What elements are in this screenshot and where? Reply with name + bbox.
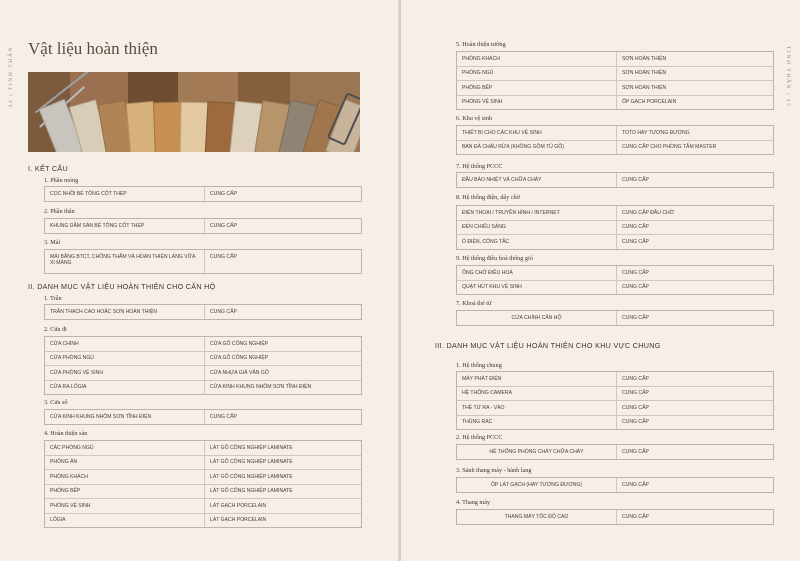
table-cell: THIẾT BỊ CHO CÁC KHU VỆ SINH (457, 126, 617, 140)
table-cell: HỆ THỐNG CAMERA (457, 387, 617, 401)
table-cell: THANG MÁY TỐC ĐỘ CAO (457, 510, 617, 524)
table-cell: LÁT GỖ CÔNG NGHIỆP LAMINATE (210, 488, 293, 494)
table-row (45, 305, 361, 319)
table-cell: SƠN HOÀN THIỆN (622, 84, 667, 91)
table-row (457, 372, 773, 386)
table-row (45, 469, 361, 484)
roof-table (44, 249, 362, 274)
table-cell: CUNG CẤP (622, 404, 649, 411)
table-cell: QUẠT HÚT KHU VỆ SINH (457, 281, 617, 295)
table-cell: CỬA KÍNH KHUNG NHÔM SƠN TĨNH ĐIỆN (45, 410, 205, 424)
common-systems-table (456, 371, 774, 430)
structure-table (44, 218, 362, 234)
fire-protection-table (456, 172, 774, 188)
table-cell: CUNG CẤP (210, 222, 237, 229)
section-2-group-1-title: 1. Trần (44, 295, 62, 302)
section-3-title: III. DANH MỤC VẬT LIỆU HOÀN THIỆN CHO KHU VỰC CHUNG (435, 341, 661, 350)
table-cell: BÀN ĐÁ CHẬU RỬA (KHÔNG GỒM TỦ GỖ) (457, 141, 617, 155)
table-cell: CUNG CẤP (622, 481, 649, 488)
table-cell: CỬA GỖ CÔNG NGHIỆP (210, 340, 269, 347)
section-3-group-2-title: 2. Hệ thống PCCC (456, 434, 503, 441)
table-cell: CUNG CẤP (210, 413, 237, 420)
table-cell: PHÒNG KHÁCH (457, 52, 617, 66)
left-page (0, 0, 399, 561)
table-cell: CUNG CẤP (622, 224, 649, 230)
table-row (457, 280, 773, 295)
group-5-title: 5. Hoàn thiện tường (456, 41, 506, 48)
table-row (457, 206, 773, 220)
table-cell: ỐP LÁT GẠCH (HAY TƯƠNG ĐƯƠNG) (457, 478, 617, 492)
table-cell: HỆ THỐNG PHÒNG CHÁY CHỮA CHÁY (457, 445, 617, 459)
ceiling-table (44, 304, 362, 320)
table-cell: LÁT GỖ CÔNG NGHIỆP LAMINATE (210, 444, 293, 451)
table-cell: CUNG CẤP (622, 375, 649, 382)
table-row (457, 445, 773, 459)
table-cell: ĐẦU BÁO NHIỆT VÀ CHỮA CHÁY (457, 173, 617, 187)
table-cell: CUNG CẤP (622, 448, 649, 455)
bathroom-table (456, 125, 774, 155)
windows-table (44, 409, 362, 425)
group-8-title: 8. Hệ thống điện, dây chờ (456, 194, 520, 201)
table-cell: CUNG CẤP (622, 238, 649, 245)
table-row (45, 455, 361, 470)
table-row (457, 234, 773, 249)
table-cell: CỬA NHỰA GIẢ VÂN GỖ (210, 369, 269, 376)
table-row (457, 95, 773, 110)
table-cell: ĐÈN CHIẾU SÁNG (457, 221, 617, 235)
table-cell: LÁT GỖ CÔNG NGHIỆP LAMINATE (210, 473, 293, 480)
table-row (457, 52, 773, 66)
table-cell: CUNG CẤP ĐẦU CHỜ (622, 209, 675, 216)
table-cell: CUNG CẤP (622, 284, 649, 290)
table-cell: THÙNG RÁC (457, 416, 617, 430)
table-cell: MÁY PHÁT ĐIỆN (457, 372, 617, 386)
table-cell: THẺ TỪ RA - VÀO (457, 401, 617, 415)
section-1-group-2-title: 2. Phần thân (44, 208, 75, 215)
left-page-margin-label: 44 | TINH THẦN (8, 46, 14, 108)
table-cell: CỬA GỖ CÔNG NGHIỆP (210, 355, 269, 361)
table-row (457, 510, 773, 524)
table-cell: CÁC PHÒNG NGỦ (45, 441, 205, 455)
section-1-group-1-title: 1. Phần móng (44, 177, 79, 184)
table-row (45, 380, 361, 395)
group-10-title: 7. Khoá thẻ từ (456, 300, 492, 307)
table-cell: SƠN HOÀN THIỆN (622, 70, 667, 76)
table-row (457, 80, 773, 95)
floor-finish-table (44, 440, 362, 528)
section-3-group-3-title: 3. Sảnh thang máy - hành lang (456, 467, 532, 474)
table-row (457, 311, 773, 325)
section-2-group-4-title: 4. Hoàn thiện sàn (44, 430, 88, 437)
table-cell: PHÒNG ĂN (45, 456, 205, 470)
table-row (45, 351, 361, 366)
table-row (45, 365, 361, 380)
doors-table (44, 336, 362, 395)
group-6-title: 6. Khu vệ sinh (456, 115, 493, 122)
table-cell: CUNG CẤP (622, 176, 649, 183)
table-row (457, 66, 773, 81)
section-3-group-4-title: 4. Thang máy (456, 499, 491, 506)
table-cell: CUNG CẤP (622, 513, 649, 520)
group-9-title: 9. Hệ thống điều hoà thông gió (456, 255, 533, 262)
hvac-table (456, 265, 774, 295)
table-cell: SƠN HOÀN THIỆN (622, 55, 667, 62)
table-row (457, 173, 773, 187)
table-cell: CUNG CẤP CHO PHÒNG TẮM MASTER (622, 144, 717, 150)
table-row (457, 266, 773, 280)
table-cell: ỐP GẠCH PORCELAIN (622, 99, 677, 105)
table-row (457, 220, 773, 235)
table-row (45, 441, 361, 455)
common-fire-table (456, 444, 774, 460)
table-cell: CỬA PHÒNG VỆ SINH (45, 366, 205, 380)
table-cell: KHUNG DẦM SÀN BÊ TÔNG CỐT THÉP (45, 219, 205, 233)
table-row (457, 400, 773, 415)
table-cell: CUNG CẤP (622, 269, 649, 276)
right-page (401, 0, 800, 561)
table-row (457, 386, 773, 401)
section-1-group-3-title: 3. Mái (44, 239, 61, 246)
section-2-group-2-title: 2. Cửa đi (44, 326, 67, 333)
table-row (45, 187, 361, 201)
table-cell: CỬA KÍNH KHUNG NHÔM SƠN TĨNH ĐIỆN (210, 384, 312, 390)
table-cell: PHÒNG VỆ SINH (457, 96, 617, 110)
table-row (45, 498, 361, 513)
table-cell: Ổ ĐIỆN, CÔNG TẮC (457, 235, 617, 249)
table-cell: PHÒNG BẾP (45, 485, 205, 499)
table-cell: PHÒNG NGỦ (457, 67, 617, 81)
lobby-table (456, 477, 774, 493)
table-cell: CUNG CẤP (210, 253, 237, 260)
table-cell: MÁI BẰNG BTCT, CHỐNG THẤM VÀ HOÀN THIỆN LÁNG VỮA XI MĂNG (45, 250, 205, 273)
section-2-group-3-title: 3. Cửa sổ (44, 399, 68, 406)
group-7-title: 7. Hệ thống PCCC (456, 163, 503, 170)
keycard-table (456, 310, 774, 326)
right-page-margin-label: TINH THẦN | 45 (785, 46, 791, 108)
table-cell: CỬA RA LÔGIA (45, 381, 205, 395)
table-cell: TRẦN THẠCH CAO HOẶC SƠN HOÀN THIỆN (45, 305, 205, 319)
table-cell: LÁT GẠCH PORCELAIN (210, 517, 267, 523)
table-cell: LÔGIA (45, 514, 205, 528)
table-cell: PHÒNG VỆ SINH (45, 499, 205, 513)
page-title: Vật liệu hoàn thiện (28, 39, 158, 58)
table-cell: ỐNG CHỜ ĐIỀU HOÀ (457, 266, 617, 280)
table-row (45, 219, 361, 233)
wall-finish-table (456, 51, 774, 110)
table-row (457, 140, 773, 155)
table-cell: CUNG CẤP (210, 308, 237, 315)
electrical-table (456, 205, 774, 250)
table-cell: CỬA CHÍNH CĂN HỘ (457, 311, 617, 325)
foundation-table (44, 186, 362, 202)
section-1-title: I. KẾT CẤU (28, 164, 69, 173)
table-cell: ĐIỆN THOẠI / TRUYỀN HÌNH / INTERNET (457, 206, 617, 220)
table-cell: LÁT GỖ CÔNG NGHIỆP LAMINATE (210, 459, 293, 465)
table-row (45, 513, 361, 528)
table-cell: CUNG CẤP (210, 190, 237, 197)
table-cell: CUNG CẤP (622, 419, 649, 425)
table-row (457, 126, 773, 140)
table-row (45, 337, 361, 351)
table-row (45, 410, 361, 424)
table-cell: CỬA PHÒNG NGỦ (45, 352, 205, 366)
table-cell: PHÒNG KHÁCH (45, 470, 205, 484)
table-cell: CUNG CẤP (622, 390, 649, 396)
table-cell: CỬA CHÍNH (45, 337, 205, 351)
elevator-table (456, 509, 774, 525)
table-row (457, 478, 773, 492)
section-2-title: II. DANH MỤC VẬT LIỆU HOÀN THIỆN CHO CĂN HỘ (28, 282, 216, 291)
table-row (45, 250, 361, 273)
table-cell: CUNG CẤP (622, 314, 649, 321)
table-cell: PHÒNG BẾP (457, 81, 617, 95)
wood-swatches-photo (28, 72, 360, 152)
table-row (45, 484, 361, 499)
table-cell: CỌC NHỒI BÊ TÔNG CỐT THÉP (45, 187, 205, 201)
table-cell: LÁT GẠCH PORCELAIN (210, 502, 267, 509)
section-3-group-1-title: 1. Hệ thống chung (456, 362, 502, 369)
table-row (457, 415, 773, 430)
table-cell: TOTO HAY TƯƠNG ĐƯƠNG (622, 129, 690, 136)
